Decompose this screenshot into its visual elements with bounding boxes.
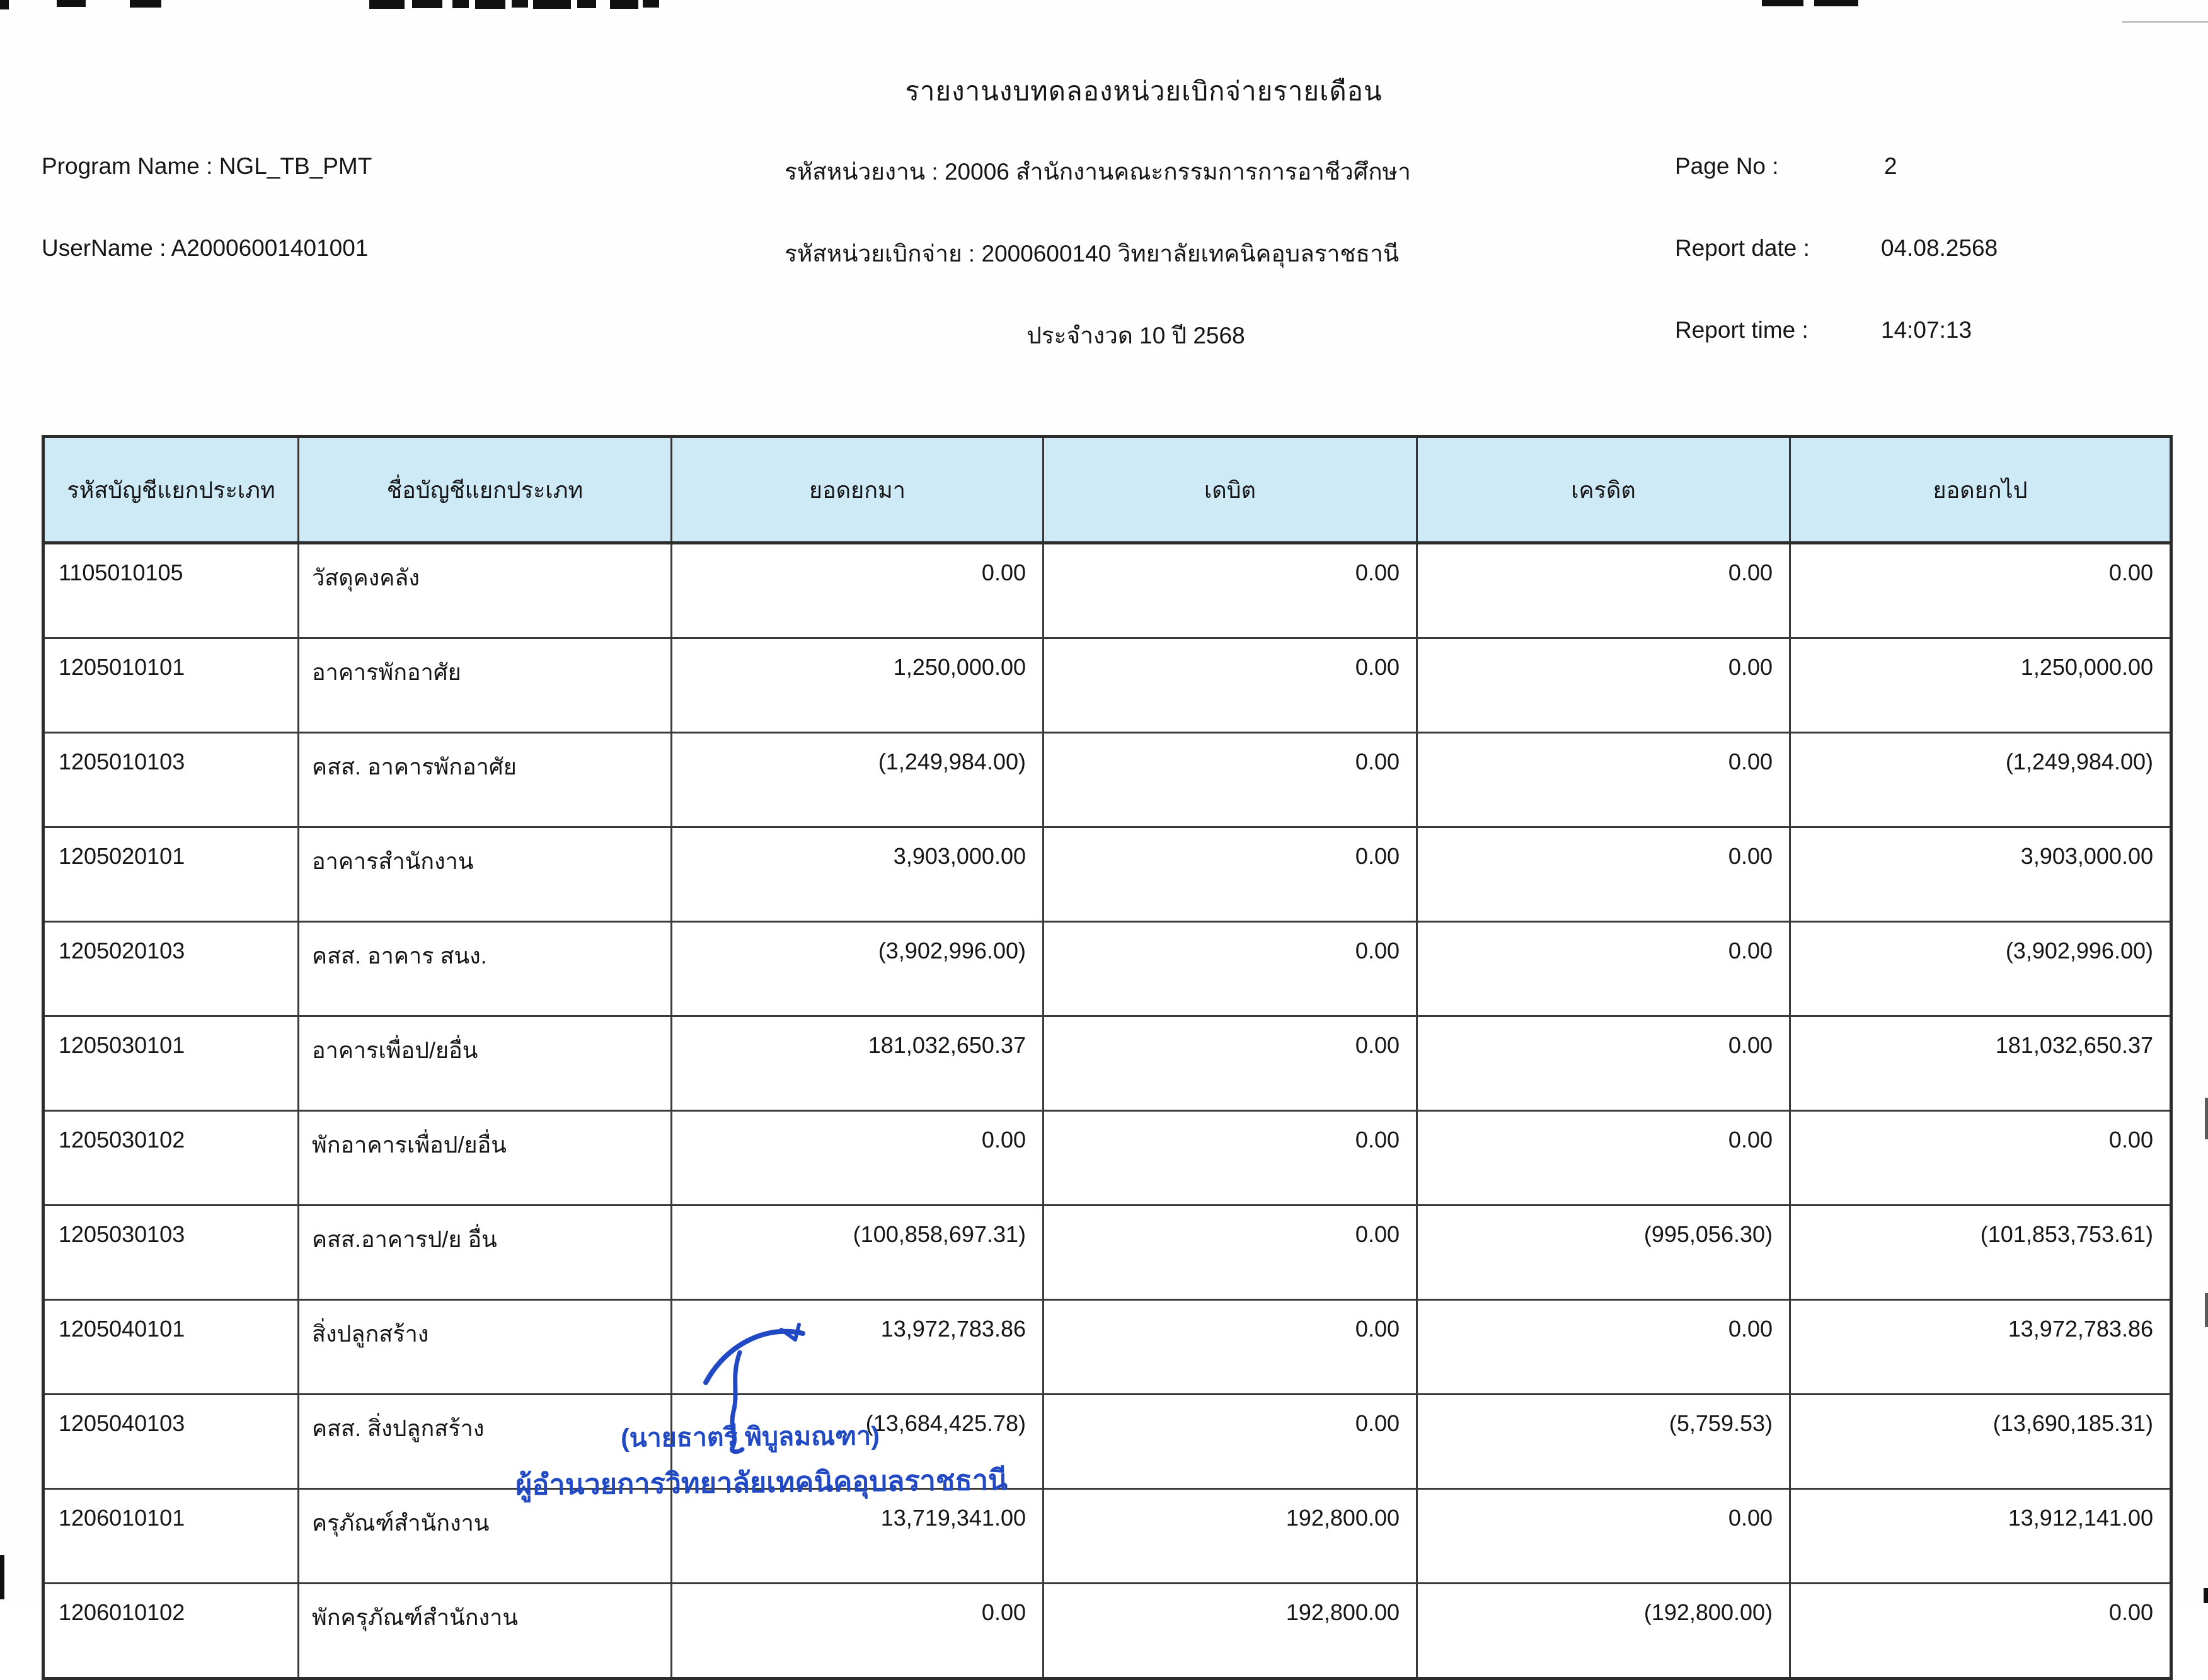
- account-code-cell: 1205020101: [43, 827, 299, 922]
- username: UserName : A20006001401001: [42, 235, 369, 261]
- scan-artifact: [452, 0, 469, 8]
- closing-balance-cell: 13,972,783.86: [1790, 1300, 2171, 1395]
- opening-balance-cell: 0.00: [672, 1111, 1044, 1205]
- closing-balance-cell: 0.00: [1790, 1111, 2171, 1205]
- debit-cell: 0.00: [1044, 1205, 1417, 1300]
- credit-cell: 0.00: [1417, 922, 1790, 1016]
- table-row: [43, 1016, 2171, 1111]
- account-name-cell: คสส. อาคารพักอาศัย: [299, 733, 672, 827]
- table-row: [43, 1584, 2171, 1679]
- scan-artifact: [610, 0, 638, 9]
- report-time-value: 14:07:13: [1881, 317, 1972, 343]
- opening-balance-cell: 13,719,341.00: [672, 1489, 1044, 1584]
- debit-cell: 192,800.00: [1044, 1584, 1417, 1679]
- debit-cell: 0.00: [1044, 922, 1417, 1016]
- account-name-cell: สิ่งปลูกสร้าง: [299, 1300, 672, 1395]
- table-row: [43, 543, 2171, 638]
- debit-cell: 0.00: [1044, 733, 1417, 827]
- disbursement-unit-code: รหัสหน่วยเบิกจ่าย : 2000600140 วิทยาลัยเทคนิคอุบลราชธานี: [785, 241, 1400, 267]
- col-header-credit: เครดิต: [1417, 437, 1790, 543]
- account-code-cell: 1205030101: [43, 1016, 299, 1111]
- closing-balance-cell: 0.00: [1790, 543, 2171, 638]
- table-row: [43, 1111, 2171, 1205]
- scan-artifact: [643, 0, 659, 8]
- account-code-cell: 1205030102: [43, 1111, 299, 1205]
- scan-artifact: [130, 0, 161, 8]
- scan-artifact: [475, 0, 505, 9]
- scan-artifact: [412, 0, 442, 8]
- col-header-opening-balance: ยอดยกมา: [672, 437, 1044, 543]
- account-name-cell: พักครุภัณฑ์สำนักงาน: [299, 1584, 672, 1679]
- debit-cell: 192,800.00: [1044, 1489, 1417, 1584]
- account-name-cell: คสส. อาคาร สนง.: [299, 922, 672, 1016]
- col-header-closing-balance: ยอดยกไป: [1790, 437, 2171, 543]
- table-body: [43, 543, 2171, 1679]
- scan-artifact: [369, 0, 405, 9]
- scan-artifact: [1814, 0, 1858, 6]
- scan-artifact: [512, 0, 528, 8]
- account-name-cell: วัสดุคงคลัง: [299, 543, 672, 638]
- stamp-signer-title: ผู้อำนวยการวิทยาลัยเทคนิคอุบลราชธานี: [515, 1463, 1008, 1502]
- table-header: [43, 437, 2171, 543]
- table-row: [43, 1300, 2171, 1395]
- opening-balance-cell: 13,972,783.86: [672, 1300, 1044, 1395]
- account-code-cell: 1205040103: [43, 1395, 299, 1489]
- opening-balance-cell: (13,684,425.78): [672, 1395, 1044, 1489]
- credit-cell: 0.00: [1417, 733, 1790, 827]
- scan-artifact: [0, 1555, 4, 1599]
- account-code-cell: 1205010101: [43, 638, 299, 733]
- account-name-cell: อาคารเพื่อป/ยอื่น: [299, 1016, 672, 1111]
- account-name-cell: อาคารพักอาศัย: [299, 638, 672, 733]
- debit-cell: 0.00: [1044, 1395, 1417, 1489]
- table-header-row: [43, 437, 2171, 543]
- credit-cell: (192,800.00): [1417, 1584, 1790, 1679]
- account-code-cell: 1205040101: [43, 1300, 299, 1395]
- account-name-cell: คสส. สิ่งปลูกสร้าง: [299, 1395, 672, 1489]
- account-code-cell: 1206010102: [43, 1584, 299, 1679]
- report-title: รายงานงบทดลองหน่วยเบิกจ่ายรายเดือน: [905, 76, 1383, 106]
- credit-cell: (995,056.30): [1417, 1205, 1790, 1300]
- opening-balance-cell: 3,903,000.00: [672, 827, 1044, 922]
- opening-balance-cell: 0.00: [672, 543, 1044, 638]
- scan-artifact: [533, 0, 571, 9]
- closing-balance-cell: 3,903,000.00: [1790, 827, 2171, 922]
- opening-balance-cell: 1,250,000.00: [672, 638, 1044, 733]
- scan-artifact: [577, 0, 596, 8]
- credit-cell: 0.00: [1417, 543, 1790, 638]
- closing-balance-cell: (13,690,185.31): [1790, 1395, 2171, 1489]
- account-name-cell: คสส.อาคารป/ย อื่น: [299, 1205, 672, 1300]
- scan-artifact: [2205, 1098, 2208, 1139]
- account-name-cell: ครุภัณฑ์สำนักงาน: [299, 1489, 672, 1584]
- debit-cell: 0.00: [1044, 827, 1417, 922]
- page-no-value: 2: [1884, 153, 1897, 179]
- debit-cell: 0.00: [1044, 1111, 1417, 1205]
- scan-artifact: [0, 0, 9, 9]
- credit-cell: 0.00: [1417, 638, 1790, 733]
- scan-artifact: [2204, 1588, 2208, 1603]
- account-code-cell: 1205010103: [43, 733, 299, 827]
- table-row: [43, 1205, 2171, 1300]
- opening-balance-cell: (1,249,984.00): [672, 733, 1044, 827]
- credit-cell: 0.00: [1417, 827, 1790, 922]
- closing-balance-cell: 13,912,141.00: [1790, 1489, 2171, 1584]
- report-time-label: Report time :: [1675, 317, 1808, 343]
- account-name-cell: อาคารสำนักงาน: [299, 827, 672, 922]
- period: ประจำงวด 10 ปี 2568: [1026, 323, 1245, 348]
- scan-artifact: [57, 0, 86, 7]
- credit-cell: (5,759.53): [1417, 1395, 1790, 1489]
- table-row: [43, 1395, 2171, 1489]
- debit-cell: 0.00: [1044, 1016, 1417, 1111]
- opening-balance-cell: 181,032,650.37: [672, 1016, 1044, 1111]
- credit-cell: 0.00: [1417, 1016, 1790, 1111]
- debit-cell: 0.00: [1044, 543, 1417, 638]
- debit-cell: 0.00: [1044, 638, 1417, 733]
- stamp-signer-name: (นายธาตรี พิบูลมณฑา): [620, 1421, 880, 1453]
- col-header-account-name: ชื่อบัญชีแยกประเภท: [299, 437, 672, 543]
- credit-cell: 0.00: [1417, 1489, 1790, 1584]
- report-date-label: Report date :: [1675, 235, 1810, 261]
- credit-cell: 0.00: [1417, 1300, 1790, 1395]
- account-code-cell: 1105010105: [43, 543, 299, 638]
- account-name-cell: พักอาคารเพื่อป/ยอื่น: [299, 1111, 672, 1205]
- table-row: [43, 922, 2171, 1016]
- scan-artifact: [1762, 0, 1803, 6]
- debit-cell: 0.00: [1044, 1300, 1417, 1395]
- opening-balance-cell: (3,902,996.00): [672, 922, 1044, 1016]
- col-header-debit: เดบิต: [1044, 437, 1417, 543]
- table-row: [43, 638, 2171, 733]
- opening-balance-cell: (100,858,697.31): [672, 1205, 1044, 1300]
- trial-balance-table: [42, 435, 2173, 1680]
- account-code-cell: 1205030103: [43, 1205, 299, 1300]
- table-row: [43, 827, 2171, 922]
- table-row: [43, 733, 2171, 827]
- closing-balance-cell: (1,249,984.00): [1790, 733, 2171, 827]
- scan-artifact: [2122, 21, 2208, 23]
- opening-balance-cell: 0.00: [672, 1584, 1044, 1679]
- credit-cell: 0.00: [1417, 1111, 1790, 1205]
- closing-balance-cell: 181,032,650.37: [1790, 1016, 2171, 1111]
- table-row: [43, 1489, 2171, 1584]
- account-code-cell: 1206010101: [43, 1489, 299, 1584]
- col-header-account-code: รหัสบัญชีแยกประเภท: [43, 437, 299, 543]
- program-name: Program Name : NGL_TB_PMT: [42, 153, 372, 179]
- closing-balance-cell: 1,250,000.00: [1790, 638, 2171, 733]
- agency-code: รหัสหน่วยงาน : 20006 สำนักงานคณะกรรมการการอาชีวศึกษา: [785, 159, 1411, 185]
- closing-balance-cell: 0.00: [1790, 1584, 2171, 1679]
- closing-balance-cell: (101,853,753.61): [1790, 1205, 2171, 1300]
- page-no-label: Page No :: [1675, 153, 1779, 179]
- account-code-cell: 1205020103: [43, 922, 299, 1016]
- report-date-value: 04.08.2568: [1881, 235, 1998, 261]
- closing-balance-cell: (3,902,996.00): [1790, 922, 2171, 1016]
- scan-artifact: [2205, 1293, 2208, 1327]
